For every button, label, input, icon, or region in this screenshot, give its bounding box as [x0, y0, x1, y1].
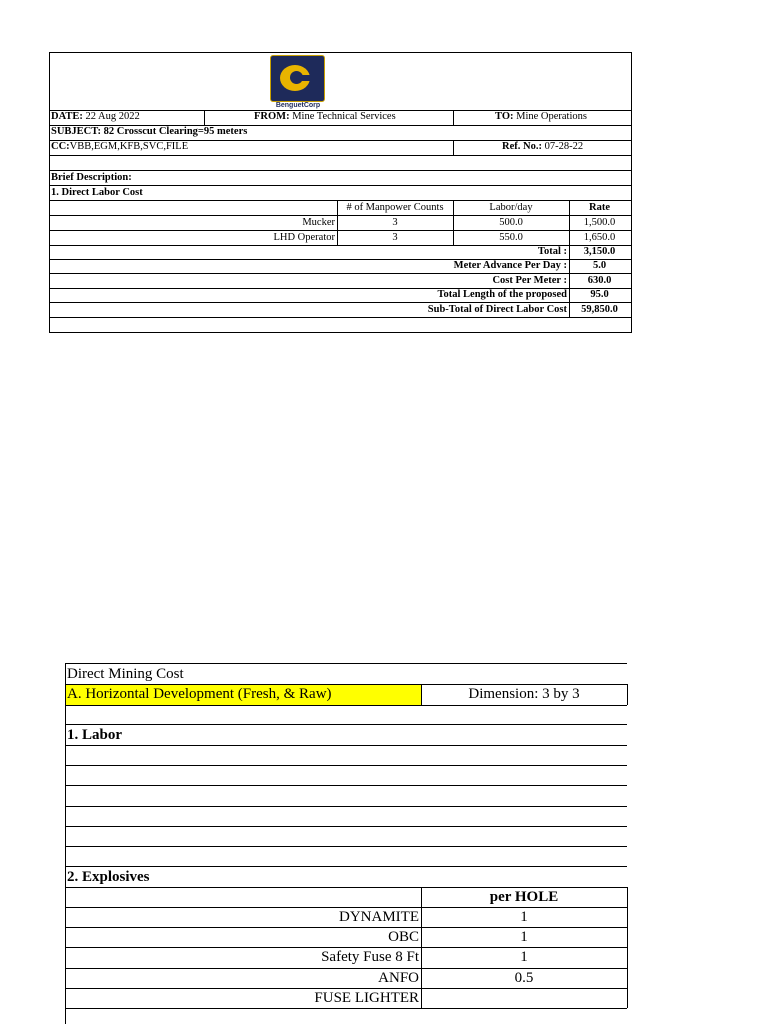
- mining-cost-title: Direct Mining Cost: [67, 666, 184, 682]
- row-labor: 500.0: [499, 217, 523, 228]
- explosive-item: Safety Fuse 8 Ft: [321, 949, 419, 965]
- explosive-item: DYNAMITE: [339, 909, 419, 925]
- row-role: LHD Operator: [273, 232, 335, 243]
- brief-description-label: Brief Description:: [51, 172, 132, 183]
- summary-value: 59,850.0: [581, 304, 618, 315]
- direct-labor-section-title: 1. Direct Labor Cost: [51, 187, 143, 198]
- dimension-label: Dimension: 3 by 3: [468, 686, 580, 702]
- per-hole-header: per HOLE: [489, 889, 559, 905]
- explosive-item: OBC: [388, 929, 419, 945]
- summary-value: 630.0: [587, 275, 612, 286]
- row-labor: 550.0: [499, 232, 523, 243]
- header-labor-day: Labor/day: [489, 202, 533, 213]
- row-rate: 1,650.0: [583, 232, 616, 243]
- header-rate: Rate: [589, 202, 610, 213]
- summary-label: Total Length of the proposed: [437, 289, 567, 300]
- row-role: Mucker: [302, 217, 335, 228]
- explosive-value: 1: [520, 929, 528, 945]
- summary-value: 95.0: [590, 289, 609, 300]
- header-manpower: # of Manpower Counts: [346, 202, 444, 213]
- summary-value: 5.0: [592, 260, 607, 271]
- labor-section-title: 1. Labor: [67, 727, 123, 743]
- explosive-value: 1: [520, 909, 528, 925]
- cc-cell: CC:VBB,EGM,KFB,SVC,FILE: [51, 141, 189, 152]
- row-count: 3: [392, 217, 398, 228]
- row-rate: 1,500.0: [583, 217, 616, 228]
- subject-cell: SUBJECT: 82 Crosscut Clearing=95 meters: [51, 126, 248, 137]
- date-cell: DATE: 22 Aug 2022: [51, 111, 140, 122]
- explosive-item: ANFO: [378, 970, 419, 986]
- logo-text: BenguetCorp: [275, 102, 321, 109]
- summary-value: 3,150.0: [583, 246, 616, 257]
- summary-label: Total :: [537, 246, 567, 257]
- explosive-value: 1: [520, 949, 528, 965]
- from-cell: FROM: Mine Technical Services: [254, 111, 396, 122]
- row-count: 3: [392, 232, 398, 243]
- explosive-item: FUSE LIGHTER: [314, 990, 419, 1006]
- benguetcorp-logo: [270, 55, 325, 102]
- summary-label: Cost Per Meter :: [492, 275, 567, 286]
- to-cell: TO: Mine Operations: [495, 111, 587, 122]
- summary-label: Sub-Total of Direct Labor Cost: [427, 304, 567, 315]
- explosives-section-title: 2. Explosives: [67, 869, 150, 885]
- ref-cell: Ref. No.: 07-28-22: [502, 141, 584, 152]
- explosive-value: 0.5: [514, 970, 534, 986]
- section-a-label: A. Horizontal Development (Fresh, & Raw): [67, 686, 332, 702]
- summary-label: Meter Advance Per Day :: [453, 260, 567, 271]
